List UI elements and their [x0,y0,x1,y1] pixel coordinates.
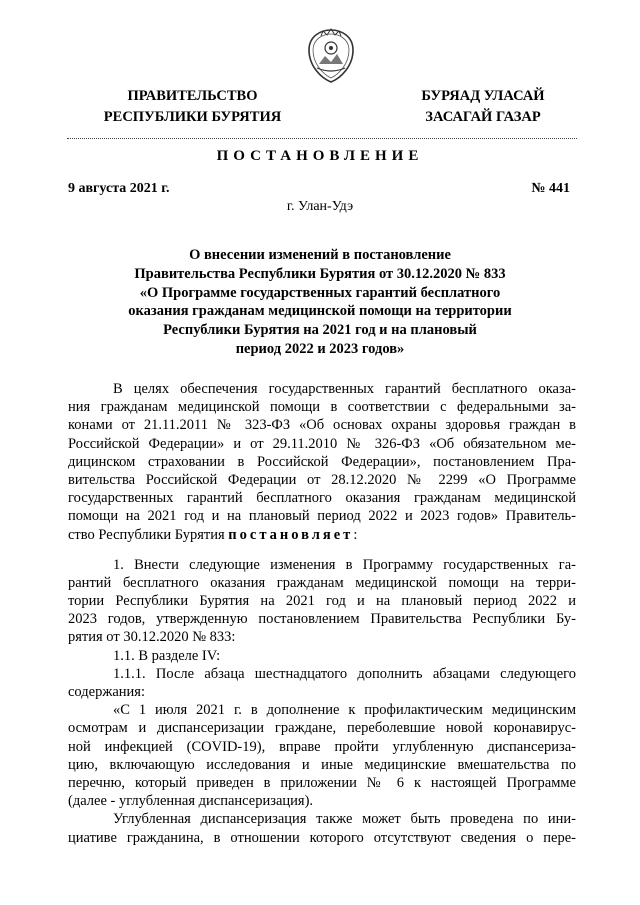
resolution-word: постановляет [228,526,354,543]
subject-line: Правительства Республики Бурятия от 30.12.2020 № 833 [134,265,506,282]
subject-line: период 2022 и 2023 годов» [235,340,405,357]
paragraph-item-1-1 [68,647,576,665]
body-text: ство Республики Бурятия [68,526,229,543]
body-line: ной инфекцией (COVID-19), вправе пройти углубленную диспансериза- [68,738,576,755]
paragraph-item-1-1-1 [68,665,576,701]
issuer-line: ПРАВИТЕЛЬСТВО [127,88,258,104]
body-line: 1. Внести следующие изменения в Программу государственных га- [113,556,576,573]
body-line: рятия от 30.12.2020 № 833: [68,629,236,646]
body-line: циативе гражданина, в отношении которого отсутствуют сведения о пере- [68,829,576,846]
body-line: В целях обеспечения государственных гарантий бесплатного оказа- [113,381,576,397]
body-line: 1.1.1. После абзаца шестнадцатого дополнить абзацами следующего [113,665,576,682]
body-line: ния гражданам медицинской помощи в соответствии с федеральными за- [68,399,576,416]
body-text: : [353,526,358,543]
body-line: Углубленная диспансеризация также может быть проведена по ини- [113,811,576,828]
body-line: 2023 годов, утвержденную постановлением Правительства Республики Бу- [68,611,576,628]
coat-of-arms-icon [301,26,361,86]
issuer-line: БУРЯАД УЛАСАЙ [421,88,545,104]
subject-line: Республики Бурятия на 2021 год и на плановый [163,322,477,339]
body-line: дицинском страховании в Российской Федерации», постановлением Пра- [68,453,576,470]
issuer-name-russian [80,86,305,128]
subject-line: оказания гражданам медицинской помощи на территории [128,303,512,320]
document-body [68,380,576,847]
body-line: рантий бесплатного оказания гражданам медицинской помощи на терри- [68,574,576,591]
body-line: (далее - углубленная диспансеризация). [68,793,314,810]
issuer-line: РЕСПУБЛИКИ БУРЯТИЯ [103,109,282,125]
document-number: № 441 [531,181,570,196]
subject-line: «О Программе государственных гарантий бесплатного [139,284,501,301]
document-subject [80,246,560,359]
paragraph-deep-screening [68,810,576,846]
issuer-name-buryat [393,86,573,128]
document-type: ПОСТАНОВЛЕНИЕ [216,148,424,164]
header-divider [67,138,577,139]
body-line: цию, включающую исследования и иные медицинские вмешательства по [68,756,576,773]
body-line [68,526,576,544]
body-line: перечню, который приведен в приложении № 6 к настоящей Программе [68,774,576,791]
body-line: конами от 21.11.2011 № 323-ФЗ «Об основах охраны здоровья граждан в [68,417,576,434]
body-line: вительства Российской Федерации от 28.12.2020 № 2299 «О Программе [68,471,576,488]
body-line: тории Республики Бурятия на 2021 год и на плановый период 2022 и [68,593,576,610]
body-line: Российской Федерации» и от 29.11.2010 № 326-ФЗ «Об обязательном ме- [68,435,576,452]
subject-line: О внесении изменений в постановление [189,247,451,263]
body-line: помощи на 2021 год и на плановый период 2022 и 2023 годов» Правитель- [68,508,576,525]
body-line: государственных гарантий бесплатного оказания гражданам медицинской [68,490,576,507]
body-line: «С 1 июля 2021 г. в дополнение к профилактическим медицинским [113,702,576,719]
issuer-line: ЗАСАГАЙ ГАЗАР [425,109,541,125]
paragraph-item-1 [68,556,576,647]
body-line: осмотрам и диспансеризации граждане, переболевшие новой коронавирус- [68,720,576,737]
body-line: 1.1. В разделе IV: [113,647,221,664]
body-line: содержания: [68,684,146,700]
paragraph-preamble [68,380,576,544]
paragraph-quote [68,701,576,810]
document-city: г. Улан-Удэ [286,199,354,214]
document-date: 9 августа 2021 г. [68,181,170,196]
